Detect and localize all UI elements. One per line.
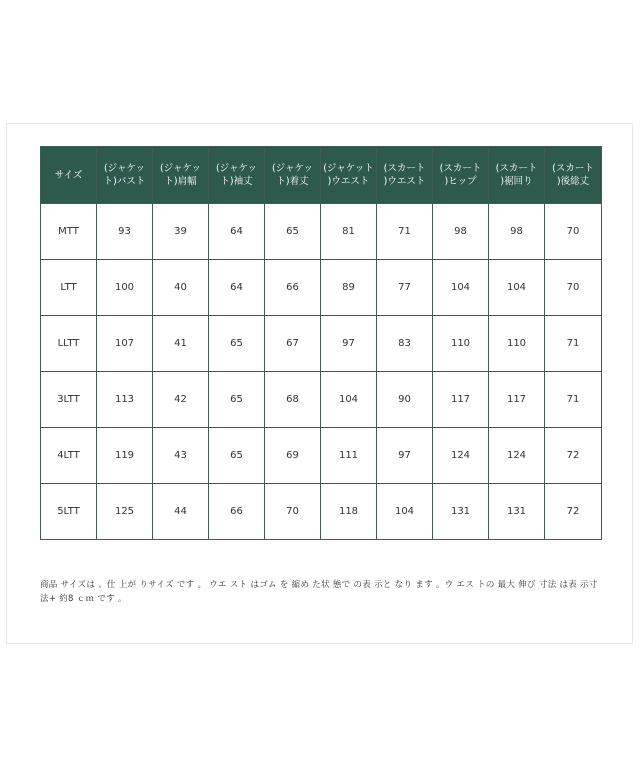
table-header: [41, 147, 602, 204]
measurement-cell: 72: [545, 428, 602, 484]
header-cell-line2: ト)肩幅: [164, 176, 197, 187]
table-row: [41, 204, 602, 260]
measurement-cell: 65: [209, 372, 265, 428]
measurement-cell: 89: [321, 260, 377, 316]
header-cell-line2: )ヒップ: [444, 176, 477, 187]
table-row: [41, 428, 602, 484]
measurement-cell: 118: [321, 484, 377, 540]
measurement-cell: 70: [545, 260, 602, 316]
measurement-cell: 70: [265, 484, 321, 540]
measurement-cell: 40: [153, 260, 209, 316]
measurement-cell: 104: [433, 260, 489, 316]
measurement-cell: 117: [433, 372, 489, 428]
measurement-cell: 98: [489, 204, 545, 260]
header-cell: [433, 147, 489, 204]
header-cell: [97, 147, 153, 204]
measurement-cell: 65: [265, 204, 321, 260]
header-cell: [545, 147, 602, 204]
measurement-cell: 42: [153, 372, 209, 428]
measurement-cell: 97: [377, 428, 433, 484]
measurement-cell: 124: [489, 428, 545, 484]
measurement-cell: 97: [321, 316, 377, 372]
measurement-cell: 124: [433, 428, 489, 484]
header-cell: [489, 147, 545, 204]
measurement-cell: 64: [209, 260, 265, 316]
measurement-cell: 104: [321, 372, 377, 428]
header-cell-line2: ト)バスト: [103, 176, 146, 187]
measurement-cell: 131: [489, 484, 545, 540]
header-cell: [265, 147, 321, 204]
header-cell-line1: (スカート: [439, 163, 482, 174]
measurement-cell: 71: [377, 204, 433, 260]
header-cell-line1: (ジャケット: [323, 163, 374, 174]
measurement-cell: 113: [97, 372, 153, 428]
measurement-cell: 70: [545, 204, 602, 260]
measurement-cell: 69: [265, 428, 321, 484]
table-row: [41, 316, 602, 372]
size-table: [40, 146, 602, 540]
table-row: [41, 372, 602, 428]
header-cell-line2: )ウエスト: [383, 176, 426, 187]
header-cell-line1: (ジャケッ: [215, 163, 258, 174]
header-cell: [41, 147, 97, 204]
measurement-cell: 100: [97, 260, 153, 316]
size-label-cell: 5LTT: [41, 484, 97, 540]
measurement-cell: 81: [321, 204, 377, 260]
header-row: [41, 147, 602, 204]
header-cell-line1: (スカート: [552, 163, 594, 174]
header-cell-line2: )後総丈: [556, 176, 590, 187]
header-cell: [153, 147, 209, 204]
header-cell-line1: (ジャケッ: [159, 163, 202, 174]
measurement-cell: 119: [97, 428, 153, 484]
header-cell-line1: (ジャケッ: [271, 163, 314, 174]
size-label-cell: 3LTT: [41, 372, 97, 428]
header-cell-line1: (スカート: [495, 163, 538, 174]
measurement-cell: 93: [97, 204, 153, 260]
header-cell-line2: ト)着丈: [276, 176, 309, 187]
measurement-cell: 131: [433, 484, 489, 540]
measurement-cell: 41: [153, 316, 209, 372]
size-label-cell: LTT: [41, 260, 97, 316]
size-note: 商品 サイズは 、仕 上が りサイズ です 。 ウエ スト はゴム を 縮め た状 態で の表 示と なり ます 。ウ エス トの 最大 伸び 寸法 は表 示寸 法+ 約8 ｃｍ です 。: [40, 580, 598, 604]
header-cell-line1: (ジャケッ: [103, 163, 146, 174]
measurement-cell: 66: [265, 260, 321, 316]
measurement-cell: 65: [209, 316, 265, 372]
header-cell-line1: (スカート: [383, 163, 426, 174]
header-cell: [321, 147, 377, 204]
measurement-cell: 104: [489, 260, 545, 316]
measurement-cell: 107: [97, 316, 153, 372]
measurement-cell: 111: [321, 428, 377, 484]
table-row: [41, 484, 602, 540]
measurement-cell: 64: [209, 204, 265, 260]
measurement-cell: 71: [545, 372, 602, 428]
measurement-cell: 110: [433, 316, 489, 372]
measurement-cell: 65: [209, 428, 265, 484]
measurement-cell: 77: [377, 260, 433, 316]
measurement-cell: 39: [153, 204, 209, 260]
table-row: [41, 260, 602, 316]
header-cell-line2: )ウエスト: [327, 176, 370, 187]
header-cell-line2: )裾回り: [500, 176, 533, 187]
measurement-cell: 66: [209, 484, 265, 540]
header-cell: [209, 147, 265, 204]
header-cell-line2: ト)袖丈: [220, 176, 253, 187]
size-label-cell: MTT: [41, 204, 97, 260]
measurement-cell: 90: [377, 372, 433, 428]
measurement-cell: 125: [97, 484, 153, 540]
measurement-cell: 68: [265, 372, 321, 428]
measurement-cell: 98: [433, 204, 489, 260]
table-body: [41, 204, 602, 540]
measurement-cell: 67: [265, 316, 321, 372]
measurement-cell: 83: [377, 316, 433, 372]
measurement-cell: 72: [545, 484, 602, 540]
measurement-cell: 110: [489, 316, 545, 372]
measurement-cell: 44: [153, 484, 209, 540]
header-cell: [377, 147, 433, 204]
measurement-cell: 71: [545, 316, 602, 372]
measurement-cell: 117: [489, 372, 545, 428]
measurement-cell: 43: [153, 428, 209, 484]
size-label-cell: 4LTT: [41, 428, 97, 484]
header-cell-line1: サイズ: [54, 169, 83, 181]
measurement-cell: 104: [377, 484, 433, 540]
size-label-cell: LLTT: [41, 316, 97, 372]
